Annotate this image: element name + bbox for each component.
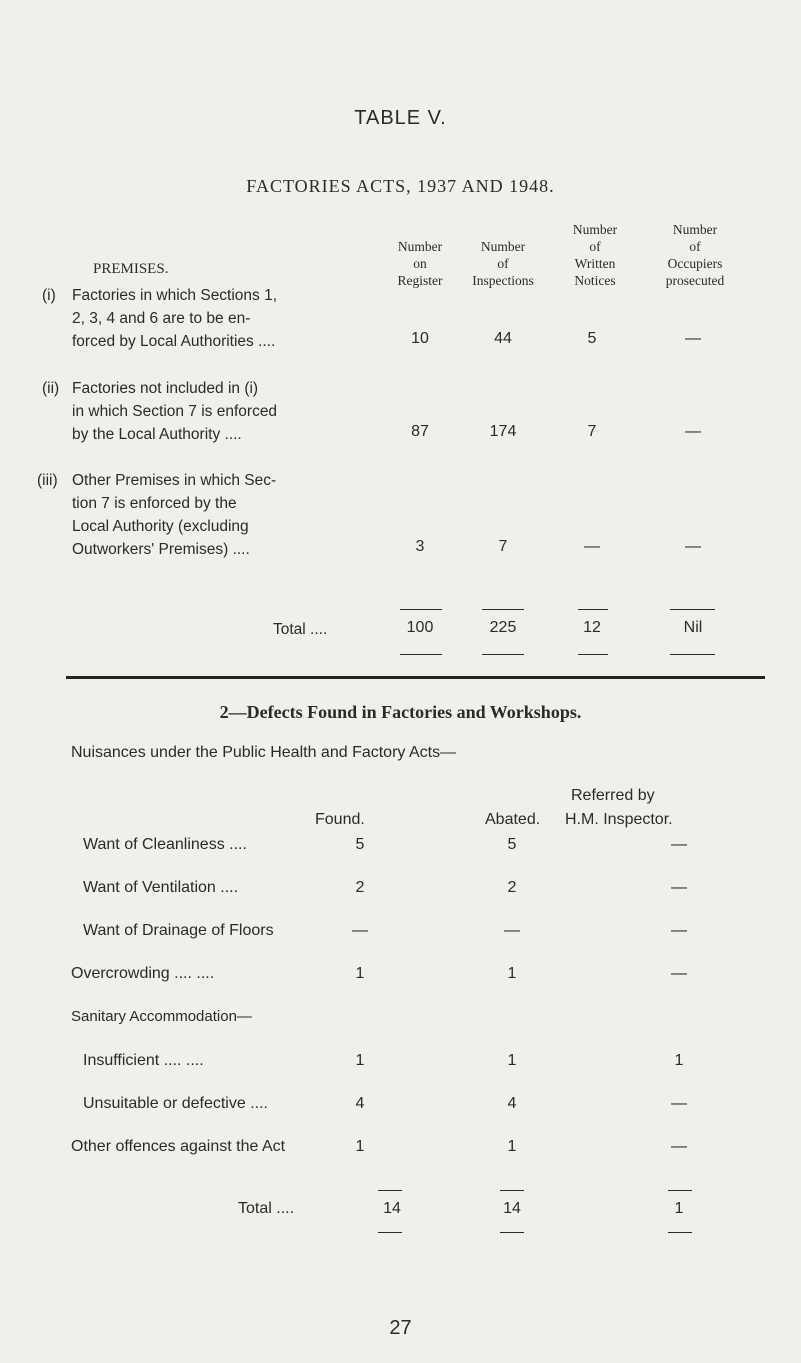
defects-total-abated: 14 [503, 1200, 521, 1217]
defect-abated: 5 [507, 836, 517, 853]
section-intro: Nuisances under the Public Health and Factory Acts— [71, 744, 457, 761]
value-prosecuted: — [685, 538, 701, 555]
total-rule [670, 654, 715, 655]
defect-label: Unsuitable or defective .... [83, 1095, 268, 1112]
total-rule [378, 1232, 402, 1233]
premises-header: PREMISES. [93, 261, 169, 277]
col-header-notices: Number of Written Notices [572, 222, 618, 288]
defect-label: Other offences against the Act [71, 1138, 286, 1155]
total-register: 100 [406, 619, 434, 636]
total-notices: 12 [583, 619, 601, 636]
defect-referred: 1 [674, 1052, 684, 1069]
col-header-abated: Abated. [485, 811, 541, 828]
col-header-inspections: Number of Inspections [472, 239, 534, 288]
defect-label: Want of Cleanliness .... [83, 836, 247, 853]
defects-total-label: Total .... [238, 1200, 295, 1217]
total-rule [378, 1190, 402, 1191]
page-number: 27 [389, 1317, 412, 1339]
total-rule [482, 609, 524, 610]
value-notices: 5 [587, 330, 597, 347]
defect-abated: — [504, 922, 520, 939]
total-rule [670, 609, 715, 610]
defect-found: 5 [355, 836, 365, 853]
value-prosecuted: — [685, 423, 701, 440]
row-description: Other Premises in which Sec- tion 7 is enforced by the Local Authority (excluding Outworkers' Premises) .... [72, 472, 277, 558]
total-rule [578, 654, 608, 655]
table-title: TABLE V. [354, 107, 447, 129]
value-inspections: 174 [489, 423, 517, 440]
defect-referred: — [671, 1095, 687, 1112]
defect-referred: — [671, 922, 687, 939]
row-label: (i) [42, 287, 56, 304]
value-notices: — [584, 538, 600, 555]
defect-referred: — [671, 1138, 687, 1155]
total-rule [482, 654, 524, 655]
row-label: (iii) [37, 472, 58, 489]
value-inspections: 7 [498, 538, 508, 555]
defect-found: — [352, 922, 368, 939]
defect-label: Insufficient .... .... [83, 1052, 204, 1069]
table-subtitle: FACTORIES ACTS, 1937 AND 1948. [246, 176, 555, 196]
value-register: 10 [411, 330, 429, 347]
total-rule [668, 1232, 692, 1233]
col-header-prosecuted: Number of Occupiers prosecuted [665, 222, 725, 288]
defects-total-referred: 1 [674, 1200, 684, 1217]
total-rule [668, 1190, 692, 1191]
col-header-referred: Referred by [571, 787, 655, 804]
defect-found: 1 [355, 1138, 365, 1155]
total-inspections: 225 [489, 619, 517, 636]
defect-abated: 1 [507, 965, 517, 982]
row-description: Factories in which Sections 1, 2, 3, 4 and 6 are to be en- forced by Local Authorities .... [72, 287, 278, 350]
defect-label: Want of Ventilation .... [83, 879, 239, 896]
defect-found: 1 [355, 1052, 365, 1069]
total-rule [500, 1232, 524, 1233]
defect-found: 2 [355, 879, 365, 896]
defect-abated: 4 [507, 1095, 517, 1112]
value-register: 87 [411, 423, 429, 440]
total-label: Total .... [273, 621, 328, 638]
defect-found: 1 [355, 965, 365, 982]
defect-referred: — [671, 965, 687, 982]
value-inspections: 44 [494, 330, 512, 347]
defect-group-label: Sanitary Accommodation— [71, 1008, 252, 1025]
defect-referred: — [671, 836, 687, 853]
defect-abated: 2 [507, 879, 517, 896]
defect-label: Want of Drainage of Floors [83, 922, 274, 939]
section-divider [66, 676, 765, 679]
defect-referred: — [671, 879, 687, 896]
defect-label: Overcrowding .... .... [71, 965, 215, 982]
total-rule [400, 609, 442, 610]
value-notices: 7 [587, 423, 597, 440]
defect-abated: 1 [507, 1138, 517, 1155]
col-header-inspector: H.M. Inspector. [565, 811, 673, 828]
row-description: Factories not included in (i) in which Section 7 is enforced by the Local Authority .... [72, 380, 278, 443]
section-title: 2—Defects Found in Factories and Workshops. [219, 702, 582, 722]
total-prosecuted: Nil [683, 619, 703, 636]
total-rule [400, 654, 442, 655]
defects-total-found: 14 [383, 1200, 401, 1217]
col-header-found: Found. [315, 811, 365, 828]
total-rule [500, 1190, 524, 1191]
col-header-register: Number on Register [397, 239, 443, 288]
defect-found: 4 [355, 1095, 365, 1112]
total-rule [578, 609, 608, 610]
value-prosecuted: — [685, 330, 701, 347]
defect-abated: 1 [507, 1052, 517, 1069]
row-label: (ii) [42, 380, 60, 397]
value-register: 3 [415, 538, 425, 555]
